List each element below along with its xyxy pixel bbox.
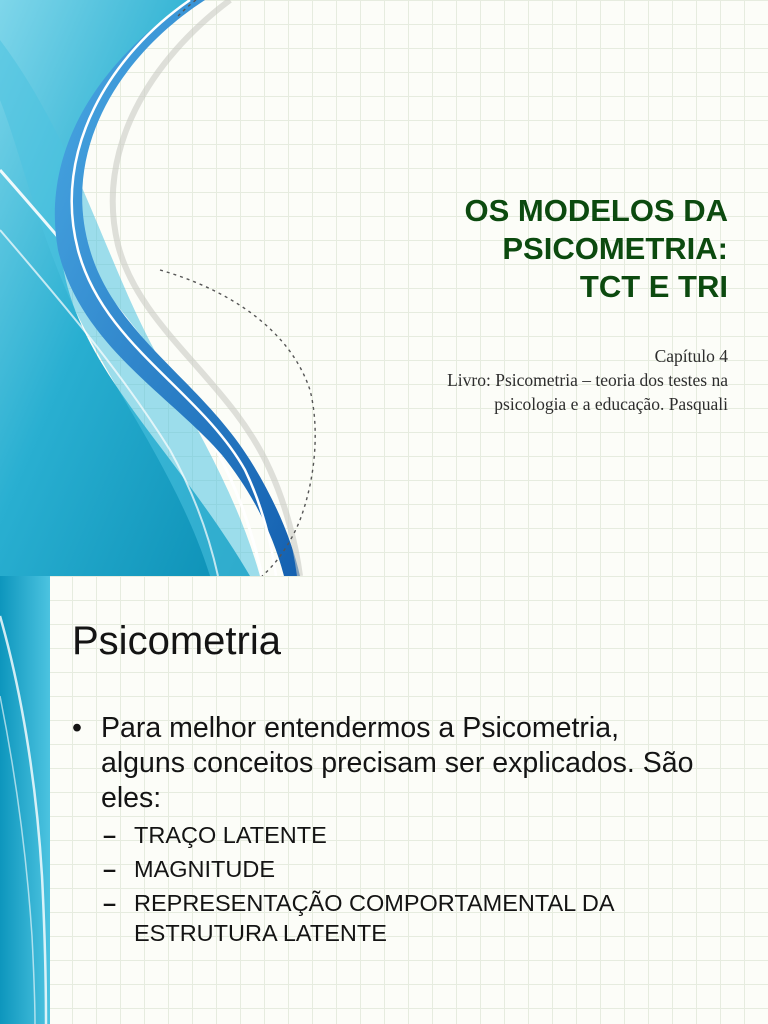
slide-title	[298, 192, 728, 306]
subtitle-line: psicologia e a educação. Pasquali	[494, 394, 728, 414]
list-item-text: TRAÇO LATENTE	[134, 822, 327, 848]
list-item-text: ESTRUTURA LATENTE	[134, 920, 387, 946]
list-item	[103, 888, 763, 948]
left-band-decoration	[0, 576, 50, 1024]
dash-icon: –	[103, 890, 117, 916]
title-line: TCT E TRI	[579, 269, 728, 304]
slide-heading: Psicometria	[72, 619, 281, 663]
subtitle-line: Livro: Psicometria – teoria dos testes na	[447, 370, 728, 390]
concept-list	[103, 820, 763, 952]
title-line: PSICOMETRIA:	[502, 231, 728, 266]
subtitle-line: Capítulo 4	[654, 346, 728, 366]
content-slide	[0, 576, 768, 1024]
list-item	[103, 820, 763, 850]
bullet-line: eles:	[101, 782, 162, 814]
bullet-line: alguns conceitos precisam ser explicados. São	[101, 747, 694, 779]
bullet-line: Para melhor entendermos a Psicometria,	[101, 712, 619, 744]
list-item-text: MAGNITUDE	[134, 856, 275, 882]
dash-icon: –	[103, 856, 117, 882]
dash-icon: –	[103, 822, 117, 848]
slide-subtitle	[308, 344, 728, 416]
bullet-icon: •	[72, 712, 82, 744]
title-line: OS MODELOS DA	[464, 193, 728, 228]
list-item-text: REPRESENTAÇÃO COMPORTAMENTAL DA	[134, 890, 615, 916]
list-item	[103, 854, 763, 884]
